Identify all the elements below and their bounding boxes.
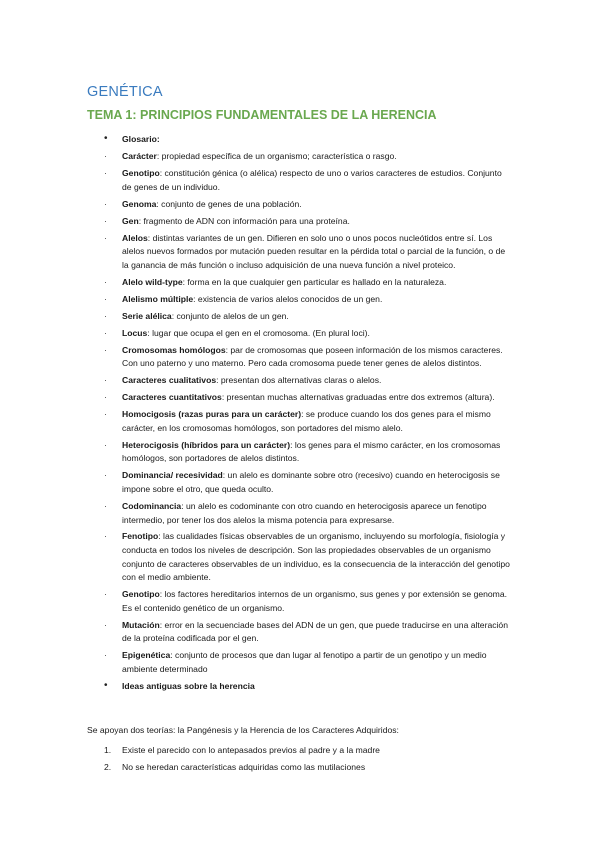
- bullet-marker: •: [104, 679, 108, 691]
- glossary-definition: : constitución génica (o alélica) respecto de uno o varios caracteres de estudios. Conjunto de genes de un individuo.: [122, 167, 502, 192]
- glossary-item: [0, 619, 512, 646]
- glossary-definition: : existencia de varios alelos conocidos de un gen.: [193, 293, 383, 304]
- dash-marker: ·: [104, 327, 107, 338]
- dash-marker: ·: [104, 500, 107, 511]
- dash-marker: ·: [104, 232, 107, 243]
- glossary-list: [0, 133, 600, 697]
- glossary-term: Codominancia: [122, 500, 182, 511]
- body-paragraph: Se apoyan dos teorías: la Pangénesis y la Herencia de los Caracteres Adquiridos:: [87, 725, 399, 735]
- dash-marker: ·: [104, 293, 107, 304]
- dash-marker: ·: [104, 276, 107, 287]
- glossary-definition: : los factores hereditarios internos de un organismo, sus genes y por extensión se genoma. Es el contenido genético de un organismo.: [122, 589, 508, 613]
- glossary-term: Fenotipo: [122, 531, 159, 542]
- glossary-definition: : un alelo es codominante con otro cuando en heterocigosis aparece un fenotipo intermedio, por tener los dos alelos la misma potencia para expresarse.: [122, 500, 487, 525]
- glossary-item: [0, 408, 512, 435]
- bullet-marker: •: [104, 133, 108, 144]
- dash-marker: ·: [104, 589, 107, 600]
- dash-marker: ·: [104, 650, 107, 661]
- glossary-item: [0, 293, 512, 307]
- glossary-definition: : distintas variantes de un gen. Difieren en solo uno o unos pocos nucleótidos entre sí. Los alelos nuevos formados por mutación pueden resultar en la pérdida total o parcial de la función, o de la ganancia de más función o incluso adquisición de una nueva función a nivel proteico.: [122, 232, 506, 270]
- glossary-item: [0, 588, 512, 615]
- glossary-term: Genotipo: [122, 589, 160, 600]
- glossary-term: Dominancia/ recesividad: [122, 470, 223, 481]
- dash-marker: ·: [104, 344, 107, 355]
- glossary-term: Genotipo: [122, 167, 160, 178]
- glossary-definition: : conjunto de genes de una población.: [156, 198, 302, 209]
- glossary-term: Homocigosis (razas puras para un carácter): [122, 409, 302, 420]
- dash-marker: ·: [104, 392, 107, 403]
- numbered-item: [0, 761, 600, 775]
- glossary-term: Genoma: [122, 198, 157, 209]
- numbered-list: [0, 744, 600, 778]
- glossary-term: Alelos: [122, 232, 148, 243]
- glossary-term: Caracteres cualitativos: [122, 375, 217, 386]
- glossary-item: [0, 310, 512, 324]
- glossary-term: Cromosomas homólogos: [122, 344, 226, 355]
- glossary-definition: : se produce cuando los dos genes para el mismo carácter, en los cromosomas homólogos, son portadores del mismo alelo.: [122, 409, 491, 433]
- glossary-item: [0, 167, 512, 194]
- dash-marker: ·: [104, 439, 107, 450]
- glossary-item: [0, 680, 512, 694]
- chapter-title: TEMA 1: PRINCIPIOS FUNDAMENTALES DE LA HERENCIA: [87, 108, 437, 122]
- glossary-item: [0, 530, 512, 584]
- glossary-item: [0, 232, 512, 273]
- dash-marker: ·: [104, 150, 107, 161]
- numbered-item: [0, 744, 600, 758]
- glossary-item: [0, 649, 512, 676]
- dash-marker: ·: [104, 215, 107, 226]
- dash-marker: ·: [104, 375, 107, 386]
- dash-marker: ·: [104, 409, 107, 420]
- dash-marker: ·: [104, 310, 107, 321]
- glossary-item: [0, 327, 512, 341]
- item-text: Existe el parecido con lo antepasados previos al padre y a la madre: [122, 745, 380, 755]
- glossary-definition: : un alelo es dominante sobre otro (recesivo) cuando en heterocigosis se impone sobre el otro, que queda oculto.: [122, 470, 500, 494]
- glossary-definition: : conjunto de procesos que dan lugar al fenotipo a partir de un genotipo y un medio ambiente determinado: [122, 650, 487, 674]
- glossary-definition: : presentan dos alternativas claras o alelos.: [216, 375, 382, 386]
- dash-marker: ·: [104, 619, 107, 630]
- dash-marker: ·: [104, 198, 107, 209]
- glossary-term: Locus: [122, 327, 148, 338]
- glossary-item: [0, 391, 512, 405]
- glossary-definition: : conjunto de alelos de un gen.: [171, 310, 289, 321]
- glossary-term: Ideas antiguas sobre la herencia: [122, 680, 255, 691]
- glossary-definition: : presentan muchas alternativas graduadas entre dos extremos (altura).: [221, 392, 495, 403]
- glossary-term: Carácter: [122, 150, 157, 161]
- glossary-definition: : propiedad específica de un organismo; característica o rasgo.: [156, 150, 397, 161]
- document-title: GENÉTICA: [87, 84, 163, 100]
- glossary-item: [0, 374, 512, 388]
- glossary-definition: : lugar que ocupa el gen en el cromosoma. (En plural loci).: [147, 327, 370, 338]
- glossary-definition: : error en la secuenciade bases del ADN de un gen, que puede traducirse en una alteración de la proteína codificada por el gen.: [122, 619, 508, 644]
- glossary-term: Epigenética: [122, 650, 171, 661]
- glossary-item: [0, 133, 512, 147]
- glossary-item: [0, 344, 512, 371]
- glossary-item: [0, 469, 512, 496]
- glossary-definition: : las cualidades físicas observables de un organismo, incluyendo su morfología, fisiología y conducta en todos los niveles de descripción. Son las propiedades observables de un organismo conjunto de caracteres observables de un individuo, es la consecuencia de la interacción del genotipo con el medio ambiente.: [122, 531, 510, 583]
- dash-marker: ·: [104, 167, 107, 178]
- glossary-item: [0, 276, 512, 290]
- item-number: 2.: [104, 762, 112, 773]
- glossary-term: Alelo wild-type: [122, 276, 183, 287]
- item-number: 1.: [104, 745, 112, 755]
- glossary-item: [0, 150, 512, 164]
- glossary-item: [0, 198, 512, 212]
- glossary-term: Serie alélica: [122, 310, 172, 321]
- glossary-item: [0, 500, 512, 527]
- glossary-term: Heterocigosis (híbridos para un carácter): [122, 439, 291, 450]
- glossary-definition: : los genes para el mismo carácter, en los cromosomas homólogos, son portadores de alelos distintos.: [122, 439, 501, 464]
- item-text: No se heredan características adquiridas como las mutilaciones: [122, 762, 366, 773]
- glossary-item: [0, 439, 512, 466]
- glossary-term: Mutación: [122, 619, 160, 630]
- dash-marker: ·: [104, 531, 107, 542]
- dash-marker: ·: [104, 470, 107, 481]
- glossary-definition: : par de cromosomas que poseen información de los mismos caracteres. Con uno paterno y uno materno. Pero cada cromosoma puede tener genes de alelos distintos.: [122, 344, 503, 369]
- glossary-term: Glosario:: [122, 134, 160, 144]
- glossary-term: Caracteres cuantitativos: [122, 392, 222, 403]
- glossary-definition: : fragmento de ADN con información para una proteína.: [138, 215, 350, 226]
- glossary-term: Alelismo múltiple: [122, 293, 194, 304]
- glossary-term: Gen: [122, 215, 139, 226]
- glossary-item: [0, 215, 512, 229]
- glossary-definition: : forma en la que cualquier gen particular es hallado en la naturaleza.: [182, 276, 447, 287]
